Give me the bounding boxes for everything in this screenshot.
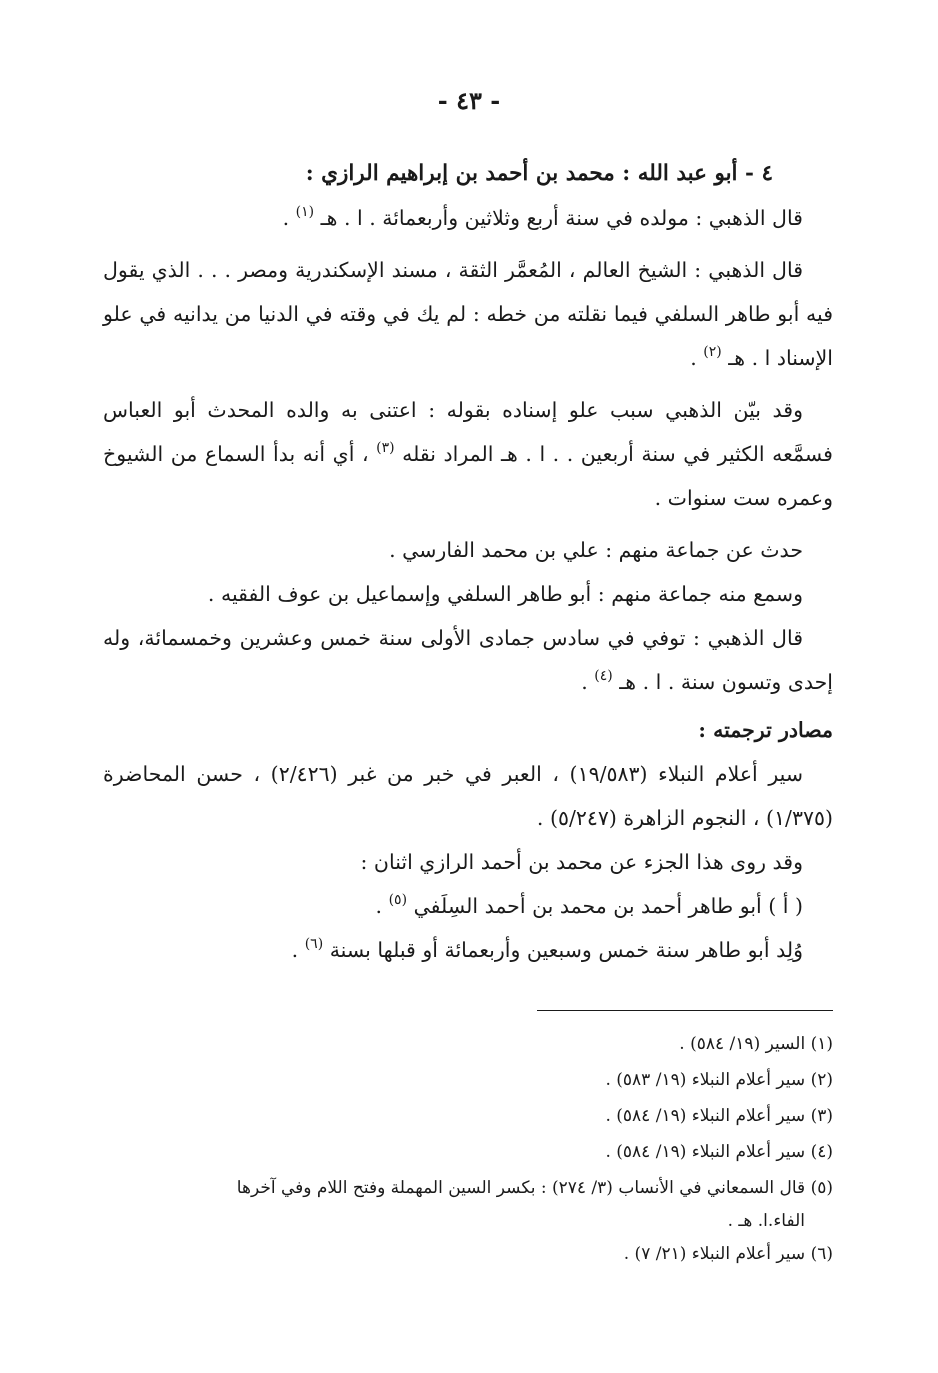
footnote-6: (٦) سير أعلام النبلاء (٢١/ ٧) .: [623, 1244, 833, 1264]
main-text: [103, 152, 833, 972]
paragraph-death: [103, 616, 833, 704]
paragraph-end: .: [282, 206, 296, 230]
paragraph-isnad: [103, 388, 833, 520]
footnote-ref-1: (١): [295, 204, 315, 220]
paragraph-end: .: [690, 346, 704, 370]
paragraph-praise: [103, 248, 833, 380]
footnote-ref-6: (٦): [304, 936, 324, 952]
sources-heading: مصادر ترجمته :: [698, 718, 833, 742]
footnote-5: (٥) قال السمعاني في الأنساب (٣/ ٢٧٤) : بكسر السين المهملة وفتح اللام وفي آخرها: [236, 1178, 833, 1198]
paragraph-birth: [103, 196, 803, 240]
paragraph-text: قال الذهبي : مولده في سنة أربع وثلاثين وأربعمائة . ا . هـ: [320, 206, 803, 230]
footnote-ref-3: (٣): [376, 440, 395, 456]
footnote-ref-4: (٤): [594, 668, 613, 684]
paragraph-end: .: [581, 670, 595, 694]
paragraph-end: .: [375, 894, 389, 918]
paragraph-text: قال الذهبي : توفي في سادس جمادى الأولى سنة خمس وعشرين وخمسمائة، وله إحدى وتسون سنة . ا . هـ: [103, 626, 833, 694]
footnotes: [98, 1026, 833, 1272]
paragraph-text: ( أ ) أبو طاهر أحمد بن محمد بن أحمد السِلَفي: [413, 894, 803, 918]
paragraph-students: وسمع منه جماعة منهم : أبو طاهر السلفي وإسماعيل بن عوف الفقيه .: [207, 582, 803, 606]
paragraph-text: قال الذهبي : الشيخ العالم ، المُعمَّر الثقة ، مسند الإسكندرية ومصر . . . الذي يقول فيه أبو طاهر السلفي فيما نقلته من خطه : لم يك في وقته في الدنيا من يدانيه في علو الإسناد ا . هـ: [103, 258, 833, 370]
paragraph-sources: سير أعلام النبلاء (١٩/٥٨٣) ، العبر في خبر من غبر (٢/٤٢٦) ، حسن المحاضرة (١/٣٧٥) ، النجوم الزاهرة (٥/٢٤٧) .: [103, 762, 833, 830]
paragraph-narrators: وقد روى هذا الجزء عن محمد بن أحمد الرازي اثنان :: [360, 850, 803, 874]
paragraph-end: .: [291, 938, 305, 962]
footnote-3: (٣) سير أعلام النبلاء (١٩/ ٥٨٤) .: [605, 1106, 833, 1126]
paragraph-narrator-a: [103, 884, 803, 928]
footnote-2: (٢) سير أعلام النبلاء (١٩/ ٥٨٣) .: [605, 1070, 833, 1090]
footnote-1: (١) السير (١٩/ ٥٨٤) .: [679, 1034, 833, 1054]
paragraph-text-cont: ، أي أنه بدأ السماع من الشيوخ وعمره ست سنوات .: [103, 442, 833, 510]
paragraph-text: وُلِد أبو طاهر سنة خمس وسبعين وأربعمائة أو قبلها بسنة: [329, 938, 803, 962]
page-number: - ٤٣ -: [437, 86, 501, 115]
paragraph-teachers: حدث عن جماعة منهم : علي بن محمد الفارسي .: [389, 538, 803, 562]
footnote-ref-5: (٥): [388, 892, 408, 908]
footnote-4: (٤) سير أعلام النبلاء (١٩/ ٥٨٤) .: [605, 1142, 833, 1162]
footnote-5-continuation: الفاء.ا. هـ .: [727, 1211, 805, 1231]
footnote-ref-2: (٢): [703, 344, 722, 360]
footnote-separator: [537, 1010, 833, 1011]
paragraph-narrator-birth: [103, 928, 803, 972]
paragraph-text: وقد بيّن الذهبي سبب علو إسناده بقوله : اعتنى به والده المحدث أبو العباس فسمَّعه الكثير في سنة أربعين . . ا . هـ المراد نقله: [103, 398, 833, 466]
entry-heading: ٤ - أبو عبد الله : محمد بن أحمد بن إبراهيم الرازي :: [305, 161, 773, 186]
